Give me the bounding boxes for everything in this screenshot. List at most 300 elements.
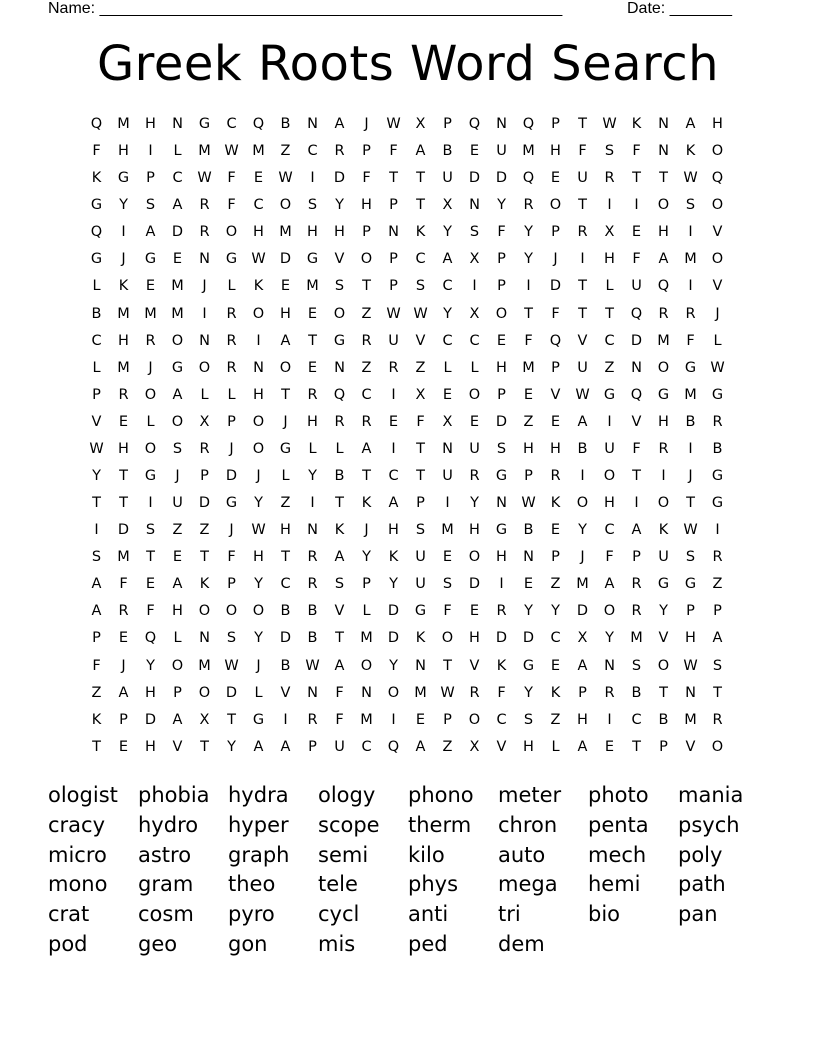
grid-letter: R [118, 386, 129, 403]
grid-letter: X [469, 305, 480, 322]
grid-letter: A [631, 522, 642, 539]
grid-letter: Q [90, 224, 103, 241]
grid-letter: B [280, 116, 291, 132]
grid-letter: V [334, 603, 345, 620]
grid-letter: I [391, 440, 396, 457]
grid-letter: J [256, 468, 261, 485]
grid-letter: W [278, 170, 293, 187]
grid-letter: H [685, 630, 696, 647]
grid-letter: S [496, 440, 507, 457]
grid-letter: G [171, 359, 184, 376]
grid-letter: I [391, 386, 396, 403]
grid-letter: N [442, 440, 453, 457]
grid-letter: N [388, 224, 399, 241]
grid-letter: M [252, 143, 265, 160]
grid-letter: D [495, 630, 508, 647]
grid-letter: H [550, 440, 561, 457]
grid-letter: Q [144, 630, 157, 647]
grid-letter: O [657, 359, 670, 376]
grid-letter: F [227, 197, 236, 214]
grid-letter: T [227, 711, 236, 728]
grid-letter: E [118, 630, 129, 647]
grid-letter: I [715, 522, 720, 539]
grid-letter: Z [550, 711, 561, 728]
grid-letter: S [145, 197, 156, 214]
grid-letter: T [632, 170, 641, 187]
grid-letter: H [604, 251, 615, 268]
grid-letter: C [388, 468, 399, 485]
grid-letter: Y [659, 603, 668, 620]
grid-letter: O [198, 684, 211, 701]
grid-letter: L [443, 359, 452, 376]
grid-letter: G [90, 197, 103, 214]
grid-letter: Y [254, 630, 263, 647]
grid-letter: R [334, 413, 345, 430]
grid-letter: N [172, 116, 183, 132]
grid-letter: T [281, 549, 290, 566]
word-list-item: photo [588, 783, 649, 807]
grid-letter: G [144, 468, 157, 485]
grid-letter: R [226, 305, 237, 322]
grid-letter: Q [711, 170, 724, 187]
grid-letter: E [523, 386, 534, 403]
grid-letter: D [225, 684, 238, 701]
grid-letter: O [252, 413, 265, 430]
grid-letter: W [197, 170, 212, 187]
grid-letter: T [578, 197, 587, 214]
grid-letter: Z [361, 305, 372, 322]
grid-letter: Y [605, 630, 614, 647]
grid-letter: U [577, 359, 588, 376]
grid-letter: O [711, 143, 724, 160]
grid-letter: I [634, 495, 639, 512]
grid-letter: D [495, 413, 508, 430]
grid-letter: A [658, 251, 669, 268]
grid-letter: R [388, 359, 399, 376]
word-list-item: meter [498, 783, 562, 807]
grid-letter: S [685, 197, 696, 214]
grid-letter: Y [443, 224, 452, 241]
grid-letter: T [578, 305, 587, 322]
grid-letter: A [577, 413, 588, 430]
grid-letter: P [227, 576, 236, 593]
grid-letter: N [658, 143, 669, 160]
grid-letter: F [605, 549, 614, 566]
grid-letter: R [118, 603, 129, 620]
grid-letter: I [391, 711, 396, 728]
grid-letter: C [307, 143, 318, 160]
grid-letter: I [202, 305, 207, 322]
grid-letter: W [521, 495, 536, 512]
grid-letter: Z [91, 684, 102, 701]
grid-letter: C [172, 170, 183, 187]
grid-letter: A [415, 143, 426, 160]
grid-letter: B [442, 143, 453, 160]
grid-letter: M [117, 116, 130, 132]
grid-letter: D [495, 170, 508, 187]
grid-letter: I [94, 522, 99, 539]
grid-letter: D [144, 711, 157, 728]
grid-letter: Q [522, 170, 535, 187]
grid-letter: Y [578, 522, 587, 539]
grid-letter: P [551, 224, 560, 241]
grid-letter: N [496, 116, 507, 132]
grid-letter: C [442, 278, 453, 295]
grid-letter: J [715, 305, 720, 322]
grid-letter: W [386, 116, 401, 132]
grid-letter: F [497, 224, 506, 241]
grid-letter: G [495, 522, 508, 539]
grid-letter: E [280, 278, 291, 295]
grid-letter: W [683, 170, 698, 187]
grid-letter: I [310, 170, 315, 187]
grid-letter: A [253, 738, 264, 755]
grid-letter: H [280, 305, 291, 322]
grid-letter: O [171, 413, 184, 430]
grid-letter: O [360, 251, 373, 268]
grid-letter: R [604, 170, 615, 187]
grid-letter: W [413, 305, 428, 322]
grid-letter: V [658, 630, 669, 647]
grid-letter: L [335, 440, 344, 457]
grid-letter: P [443, 711, 452, 728]
grid-letter: E [307, 359, 318, 376]
grid-letter: N [496, 495, 507, 512]
grid-letter: F [227, 170, 236, 187]
grid-letter: A [334, 549, 345, 566]
grid-letter: G [90, 251, 103, 268]
word-list-item: hemi [588, 872, 641, 897]
grid-letter: G [306, 251, 319, 268]
grid-letter: J [229, 522, 234, 539]
grid-letter: O [198, 603, 211, 620]
grid-letter: U [496, 143, 507, 160]
grid-letter: E [442, 549, 453, 566]
grid-letter: G [252, 711, 265, 728]
grid-letter: T [146, 549, 155, 566]
grid-letter: C [442, 332, 453, 349]
grid-letter: C [604, 522, 615, 539]
grid-letter: M [684, 386, 697, 403]
grid-letter: W [440, 684, 455, 701]
grid-letter: Y [524, 224, 533, 241]
grid-letter: S [91, 549, 102, 566]
grid-letter: E [523, 576, 534, 593]
grid-letter: J [121, 251, 126, 268]
grid-letter: R [334, 143, 345, 160]
grid-letter: U [415, 549, 426, 566]
grid-letter: O [603, 468, 616, 485]
grid-letter: M [522, 143, 535, 160]
word-list-item: kilo [408, 842, 445, 867]
grid-letter: N [469, 197, 480, 214]
grid-letter: P [659, 738, 668, 755]
grid-letter: I [580, 251, 585, 268]
grid-letter: Y [389, 657, 398, 674]
grid-letter: J [688, 468, 693, 485]
grid-letter: R [307, 576, 318, 593]
grid-letter: V [550, 386, 561, 403]
grid-letter: R [307, 711, 318, 728]
grid-letter: F [443, 603, 452, 620]
grid-letter: T [92, 738, 101, 755]
grid-letter: H [334, 224, 345, 241]
word-list-item: therm [408, 812, 472, 837]
grid-letter: R [712, 549, 723, 566]
grid-letter: P [173, 684, 182, 701]
grid-letter: P [389, 251, 398, 268]
grid-letter: L [227, 386, 236, 403]
grid-letter: S [307, 197, 318, 214]
grid-letter: V [172, 738, 183, 755]
grid-letter: A [712, 630, 723, 647]
grid-letter: O [549, 197, 562, 214]
grid-letter: A [172, 711, 183, 728]
grid-letter: X [469, 251, 480, 268]
grid-letter: G [144, 251, 157, 268]
grid-letter: I [688, 440, 693, 457]
grid-letter: I [607, 413, 612, 430]
grid-letter: P [389, 278, 398, 295]
grid-letter: Y [362, 549, 371, 566]
grid-letter: T [605, 305, 614, 322]
grid-letter: A [442, 251, 453, 268]
grid-letter: G [711, 386, 724, 403]
word-list-item: pyro [228, 902, 275, 927]
grid-letter: J [175, 468, 180, 485]
grid-letter: V [712, 224, 723, 241]
grid-letter: J [121, 657, 126, 674]
grid-letter: Z [442, 738, 453, 755]
grid-letter: M [144, 305, 157, 322]
grid-letter: V [415, 332, 426, 349]
grid-letter: Q [90, 116, 103, 132]
word-list-item: phono [408, 783, 474, 807]
grid-letter: D [279, 630, 292, 647]
grid-letter: E [442, 386, 453, 403]
grid-letter: O [441, 630, 454, 647]
word-list-item: hydro [138, 812, 199, 837]
grid-letter: N [334, 359, 345, 376]
grid-letter: T [362, 468, 371, 485]
grid-letter: K [361, 495, 372, 512]
grid-letter: O [225, 224, 238, 241]
grid-letter: H [658, 413, 669, 430]
grid-letter: T [335, 495, 344, 512]
grid-letter: T [416, 440, 425, 457]
grid-letter: T [686, 495, 695, 512]
grid-letter: T [335, 630, 344, 647]
grid-letter: R [658, 440, 669, 457]
grid-letter: D [549, 278, 562, 295]
grid-letter: F [362, 170, 371, 187]
grid-letter: O [171, 657, 184, 674]
word-list-item: scope [318, 812, 380, 837]
grid-letter: D [522, 630, 535, 647]
word-list [48, 781, 768, 960]
grid-letter: G [225, 495, 238, 512]
grid-letter: T [632, 468, 641, 485]
grid-letter: S [334, 278, 345, 295]
grid-letter: E [253, 170, 264, 187]
grid-letter: P [146, 170, 155, 187]
grid-letter: R [685, 305, 696, 322]
grid-letter: Y [470, 495, 479, 512]
grid-letter: B [307, 603, 318, 620]
grid-letter: G [495, 468, 508, 485]
grid-letter: V [712, 278, 723, 295]
word-list-item: graph [228, 842, 290, 867]
word-list-item: geo [138, 931, 178, 956]
grid-letter: C [496, 711, 507, 728]
grid-letter: D [630, 332, 643, 349]
grid-letter: X [577, 630, 588, 647]
grid-letter: B [631, 684, 642, 701]
grid-letter: O [657, 197, 670, 214]
grid-letter: N [253, 359, 264, 376]
word-list-item: gram [138, 872, 194, 897]
grid-letter: I [121, 224, 126, 241]
grid-letter: K [253, 278, 264, 295]
grid-letter: Q [333, 386, 346, 403]
grid-letter: W [89, 440, 104, 457]
grid-letter: T [389, 170, 398, 187]
grid-letter: W [683, 522, 698, 539]
grid-letter: W [386, 305, 401, 322]
grid-letter: I [148, 143, 153, 160]
word-list-item: cosm [138, 902, 194, 927]
grid-letter: J [148, 359, 153, 376]
grid-letter: F [335, 711, 344, 728]
grid-letter: N [361, 684, 372, 701]
grid-letter: F [686, 332, 695, 349]
grid-letter: C [469, 332, 480, 349]
grid-letter: D [468, 576, 481, 593]
grid-letter: P [524, 468, 533, 485]
grid-letter: E [604, 738, 615, 755]
grid-letter: M [171, 305, 184, 322]
grid-letter: G [657, 576, 670, 593]
grid-letter: E [415, 711, 426, 728]
grid-letter: L [254, 684, 263, 701]
grid-letter: Z [172, 522, 183, 539]
grid-letter: A [685, 116, 696, 132]
grid-letter: H [523, 440, 534, 457]
grid-letter: Y [119, 197, 128, 214]
grid-letter: G [603, 386, 616, 403]
grid-letter: G [522, 657, 535, 674]
grid-letter: T [659, 684, 668, 701]
grid-letter: L [470, 359, 479, 376]
word-list-item: ologist [48, 783, 118, 807]
grid-letter: O [657, 657, 670, 674]
grid-letter: J [553, 251, 558, 268]
word-list-item: mega [498, 872, 558, 897]
grid-letter: M [441, 522, 454, 539]
grid-letter: M [414, 684, 427, 701]
grid-letter: U [334, 738, 345, 755]
grid-letter: H [118, 143, 129, 160]
grid-letter: W [575, 386, 590, 403]
grid-letter: L [713, 332, 722, 349]
grid-letter: C [280, 576, 291, 593]
grid-letter: O [333, 305, 346, 322]
grid-letter: T [659, 170, 668, 187]
grid-letter: L [605, 278, 614, 295]
grid-letter: E [145, 278, 156, 295]
grid-letter: A [280, 332, 291, 349]
grid-letter: F [389, 143, 398, 160]
grid-letter: Z [604, 359, 615, 376]
word-list-item: mech [588, 842, 647, 867]
grid-letter: P [92, 386, 101, 403]
grid-letter: C [550, 630, 561, 647]
grid-letter: S [226, 630, 237, 647]
grid-letter: P [551, 116, 560, 132]
word-list-item: penta [588, 812, 649, 837]
grid-letter: N [199, 332, 210, 349]
grid-letter: F [335, 684, 344, 701]
grid-letter: E [550, 413, 561, 430]
grid-letter: I [607, 197, 612, 214]
grid-letter: O [711, 738, 724, 755]
word-list-item: theo [228, 872, 276, 897]
grid-letter: S [415, 278, 426, 295]
grid-letter: J [364, 116, 369, 132]
grid-letter: E [469, 413, 480, 430]
grid-letter: M [576, 576, 589, 593]
grid-letter: L [92, 278, 101, 295]
grid-letter: A [388, 495, 399, 512]
grid-letter: I [580, 468, 585, 485]
grid-letter: M [117, 359, 130, 376]
grid-letter: I [310, 495, 315, 512]
grid-letter: A [334, 657, 345, 674]
grid-letter: H [118, 440, 129, 457]
grid-letter: N [307, 522, 318, 539]
grid-letter: O [576, 495, 589, 512]
grid-letter: A [334, 116, 345, 132]
grid-letter: M [117, 305, 130, 322]
grid-letter: D [468, 170, 481, 187]
grid-letter: I [526, 278, 531, 295]
grid-letter: E [172, 251, 183, 268]
grid-letter: G [711, 468, 724, 485]
grid-letter: F [632, 143, 641, 160]
grid-letter: K [334, 522, 345, 539]
word-list-item: mono [48, 872, 108, 897]
grid-letter: R [658, 305, 669, 322]
grid-letter: W [305, 657, 320, 674]
grid-letter: F [551, 305, 560, 322]
grid-letter: T [416, 170, 425, 187]
grid-letter: S [442, 576, 453, 593]
grid-letter: V [496, 738, 507, 755]
grid-letter: A [91, 603, 102, 620]
grid-letter: M [657, 332, 670, 349]
word-list-item: poly [678, 842, 723, 867]
grid-letter: T [119, 468, 128, 485]
grid-letter: V [91, 413, 102, 430]
grid-letter: N [523, 549, 534, 566]
grid-letter: E [172, 549, 183, 566]
grid-letter: A [577, 657, 588, 674]
grid-letter: I [256, 332, 261, 349]
grid-letter: I [445, 495, 450, 512]
grid-letter: M [360, 711, 373, 728]
grid-letter: R [199, 197, 210, 214]
grid-letter: T [119, 495, 128, 512]
